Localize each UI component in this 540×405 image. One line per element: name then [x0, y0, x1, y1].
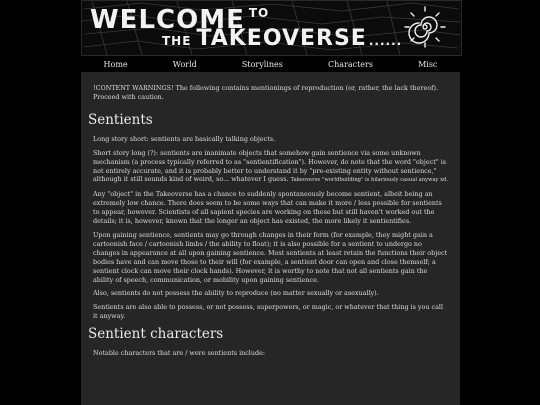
banner-the: THE: [162, 34, 192, 48]
content-warning: !CONTENT WARNINGS! The following contains mentionings of reproduction (or, rather, the lack thereof). Proceed with caution.: [93, 84, 438, 101]
spiral-icon: [403, 5, 447, 49]
paragraph: [93, 149, 449, 186]
banner-dots: ......: [368, 34, 403, 48]
section-heading-sentient-characters: Sentient characters: [88, 326, 224, 343]
paragraph: Also, sentients do not possess the ability to reproduce (no matter sexually or asexually).: [93, 289, 379, 298]
paragraph: Long story short: sentients are basically talking objects.: [93, 134, 276, 143]
main-content: [81, 72, 460, 405]
aside-note: Takeoverse "worldbuilding" is hilariously casual anyway xd.: [290, 177, 449, 184]
banner-welcome: WELCOME: [90, 5, 245, 35]
banner-to: TO: [248, 6, 270, 20]
paragraph-text: Short story long (?): sentients are inanimate objects that somehow gain sentience via some unknown mechanism (a process typically referred to as "sentientification"). However, do note that the word "object" is not entirely accurate, and it is probably better to understand it by "pre-existing entity without sentience," although it still sounds kind of weird, so... whatever I guess.: [93, 148, 447, 184]
nav-world[interactable]: World: [172, 59, 197, 69]
paragraph: Upon gaining sentience, sentients may go through changes in their form (for example, they might gain a cartoonish face / cartoonish limbs / the ability to float); it is also possible for a sentient to undergo no changes in appearance at all upon gaining sentience. Most sentients at least retain the functions their object bodies have and can move those to their will (for example, a sentient door can open and close themself; a sentient clock can move their clock hands). However, it is worthy to note that not all sentients gain the ability of speech, communication, or mobility upon gaining sentience.: [93, 230, 448, 284]
nav-characters[interactable]: Characters: [327, 59, 373, 69]
nav-misc[interactable]: Misc: [418, 59, 438, 69]
paragraph: Notable characters that are / were sentients include:: [93, 349, 265, 358]
section-heading-sentients: Sentients: [88, 111, 153, 128]
nav-storylines[interactable]: Storylines: [241, 59, 283, 69]
banner-takeoverse: TAKEOVERSE: [196, 26, 367, 51]
main-nav: [81, 57, 460, 71]
paragraph: Any "object" in the Takeoverse has a chance to suddenly spontaneously become sentient, albeit being an extremely low chance. There does seem to be some ways that can make it more / less possible for sentients to appear, however. Scientists of all sapient species are working on these but still haven't worked out the details; it is, however, known that the longer an object has existed, the more likely it sentientifies.: [93, 190, 442, 226]
nav-home[interactable]: Home: [103, 59, 128, 69]
site-banner: [81, 0, 462, 56]
paragraph: Sentients are also able to possess, or not possess, superpowers, or magic, or whatever that thing is you call it anyway.: [93, 303, 444, 321]
